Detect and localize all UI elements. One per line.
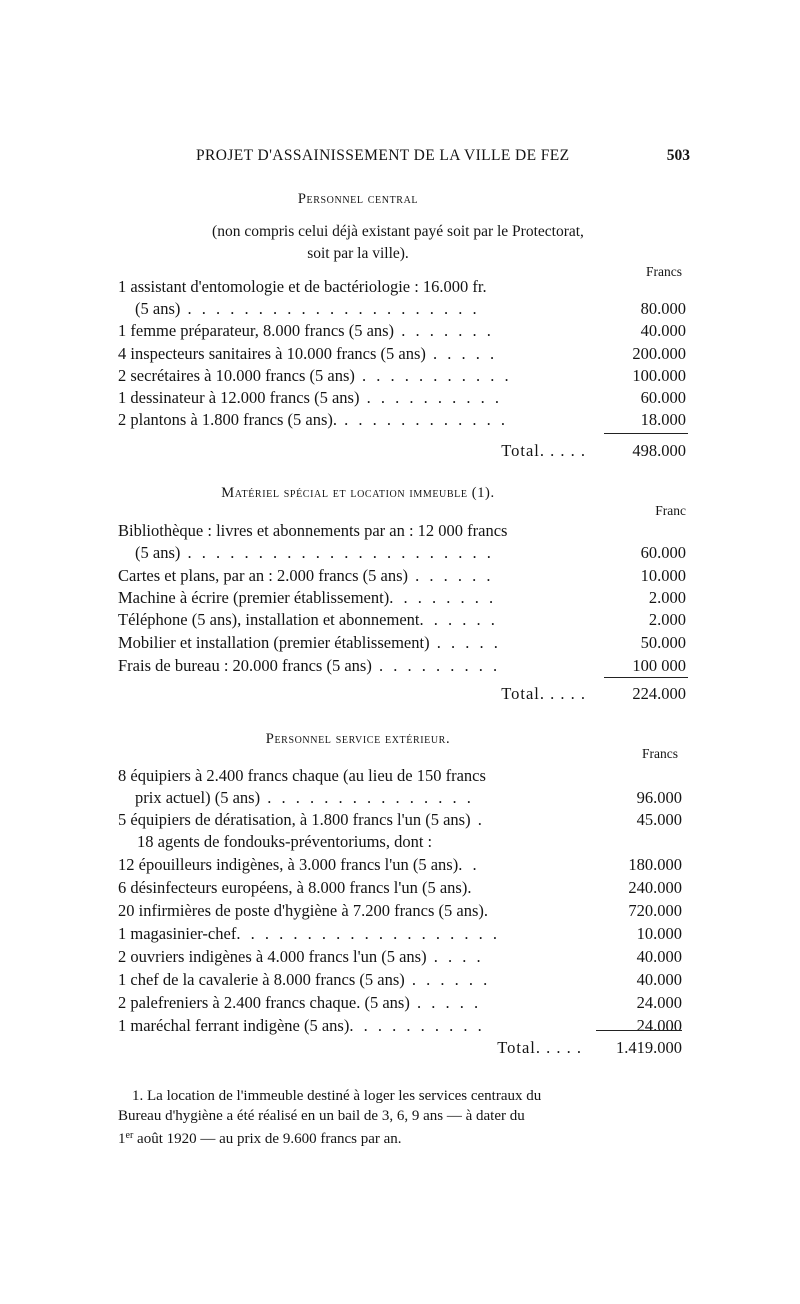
table-row [118, 787, 682, 809]
central-total-label: Total. . . . . [501, 441, 586, 460]
row-amount: 96.000 [636, 788, 682, 807]
row-amount: 24.000 [636, 993, 682, 1012]
central-note-line1: (non compris celui déjà existant payé soit par le Protectorat, [212, 223, 584, 240]
row-label [118, 632, 501, 654]
row-label [118, 946, 484, 968]
section-title-central: Personnel central [297, 191, 419, 207]
row-label-text: Cartes et plans, par an : 2.000 francs (5 ans) [118, 566, 409, 585]
row-amount: 100.000 [632, 366, 686, 385]
exterieur-total-label: Total. . . . . [497, 1038, 582, 1057]
table-row [118, 320, 686, 342]
row-amount: 80.000 [640, 299, 686, 318]
row-label [118, 409, 508, 431]
central-total-row [118, 440, 686, 462]
table-row [118, 542, 686, 564]
row-amount: 200.000 [632, 344, 686, 363]
table-row [118, 877, 682, 899]
exterieur-total-row [118, 1037, 682, 1059]
row-label [118, 320, 494, 342]
exterieur-total-rule [596, 1030, 682, 1031]
materiel-units-label: Franc [655, 503, 686, 518]
leader-dots: . . . . . . [408, 566, 494, 585]
row-label-text: (5 ans) [135, 543, 181, 562]
row-label: 1 assistant d'entomologie et de bactériologie : 16.000 fr. [118, 277, 487, 296]
row-label-text: 1 chef de la cavalerie à 8.000 francs (5 ans) [118, 970, 405, 989]
footnote-line-2: Bureau d'hygiène a été réalisé en un bail de 3, 6, 9 ans — à dater du [118, 1108, 525, 1124]
row-label [118, 587, 496, 609]
running-head [118, 147, 690, 169]
row-amount: 2.000 [648, 610, 686, 629]
row-amount: 10.000 [640, 566, 686, 585]
table-row [118, 565, 686, 587]
row-label [118, 923, 500, 945]
leader-dots: . . . . . . . . . . . [354, 366, 512, 385]
row-label-text: Téléphone (5 ans), installation et abonnement [118, 610, 420, 629]
leader-dots: . . . . . . . . . . [349, 1016, 485, 1035]
leader-dots: . . . . . . [419, 610, 498, 629]
row-amount: 720.000 [628, 901, 682, 920]
row-amount: 24.000 [636, 1016, 682, 1035]
table-row [118, 632, 686, 654]
row-label [118, 809, 485, 831]
row-label-text: 12 épouilleurs indigènes, à 3.000 francs l'un (5 ans) [118, 855, 459, 874]
central-note-line2: soit par la ville). [307, 245, 409, 262]
row-amount: 240.000 [628, 878, 682, 897]
exterieur-units-label: Francs [642, 746, 678, 761]
materiel-total-label: Total. . . . . [501, 684, 586, 703]
leader-dots: . [470, 810, 485, 829]
table-row [118, 992, 682, 1014]
row-label-text: 2 plantons à 1.800 francs (5 ans). [118, 410, 338, 429]
footnote [118, 1086, 684, 1149]
row-amount: 18.000 [640, 410, 686, 429]
section-title-materiel: Matériel spécial et location immeuble (1). [221, 485, 495, 501]
leader-dots: . . . . . . . . [389, 588, 497, 607]
row-amount: 40.000 [636, 947, 682, 966]
table-row [118, 900, 682, 922]
row-label-text: prix actuel) (5 ans) [135, 788, 261, 807]
row-label [118, 565, 494, 587]
materiel-total-rule [604, 677, 688, 678]
leader-dots: . . . . . . . . . . . . . . . . . . . . . . [180, 543, 494, 562]
table-row [118, 609, 686, 631]
row-amount: 60.000 [640, 543, 686, 562]
central-units-label: Francs [646, 264, 682, 279]
row-label [118, 365, 512, 387]
row-label [118, 969, 490, 991]
row-label-text: Mobilier et installation (premier établissement) [118, 633, 430, 652]
row-label-text: 20 infirmières de poste d'hygiène à 7.200 francs (5 ans). [118, 901, 488, 920]
row-label [118, 655, 500, 677]
row-amount: 40.000 [636, 970, 682, 989]
row-amount: 100 000 [632, 656, 686, 675]
leader-dots: . . . . . . . . . . [359, 388, 502, 407]
leader-dots: . . . . . . . [394, 321, 494, 340]
row-label [118, 1015, 485, 1037]
leader-dots: . . . . . . . . . . . . . . . [260, 788, 474, 807]
row-amount: 60.000 [640, 388, 686, 407]
leader-dots: . . . . . . . . . . . . . . . . . . . [236, 924, 500, 943]
row-label-text: 1 magasinier-chef [118, 924, 237, 943]
central-total-rule [604, 433, 688, 434]
footnote-day: 1 [118, 1131, 126, 1147]
row-label [118, 877, 471, 899]
table-row [118, 854, 682, 876]
row-label [118, 992, 481, 1014]
leader-dots: . . . . . [409, 993, 482, 1012]
footnote-rest: août 1920 — au prix de 9.600 francs par an. [133, 1131, 402, 1147]
table-row [118, 809, 682, 831]
row-label-continued [135, 298, 480, 320]
row-amount: 45.000 [636, 810, 682, 829]
table-row [118, 409, 686, 431]
row-label [118, 900, 488, 922]
row-label-text: Machine à écrire (premier établissement) [118, 588, 390, 607]
leader-dots: . . . . . . [404, 970, 491, 989]
footnote-ordinal: er [125, 1130, 134, 1141]
leader-dots: . . . . . [429, 633, 501, 652]
row-label-text: 4 inspecteurs sanitaires à 10.000 francs (5 ans) [118, 344, 426, 363]
row-label-text: 2 ouvriers indigènes à 4.000 francs l'un (5 ans) [118, 947, 427, 966]
leader-dots: . . . . . . . . . . . . . . . . . . . . . [180, 299, 480, 318]
row-label-text: Frais de bureau : 20.000 francs (5 ans) [118, 656, 372, 675]
row-amount: 50.000 [640, 633, 686, 652]
footnote-line-1: 1. La location de l'immeuble destiné à loger les services centraux du [132, 1088, 542, 1104]
row-amount: 2.000 [648, 588, 686, 607]
table-row [118, 343, 686, 365]
table-row [118, 1015, 682, 1037]
table-row [118, 655, 686, 677]
row-label-text: 6 désinfecteurs européens, à 8.000 francs l'un (5 ans). [118, 878, 472, 897]
running-head-title: PROJET D'ASSAINISSEMENT DE LA VILLE DE FEZ [196, 147, 570, 164]
table-row-line [118, 276, 686, 298]
row-amount: 40.000 [640, 321, 686, 340]
central-total-amount: 498.000 [632, 441, 686, 460]
row-label [118, 343, 497, 365]
leader-dots: . . . . . . . . . [371, 656, 501, 675]
row-amount: 10.000 [636, 924, 682, 943]
table-row [118, 365, 686, 387]
row-label [137, 831, 432, 853]
materiel-total-row [118, 683, 686, 705]
table-row [118, 831, 682, 853]
table-row [118, 923, 682, 945]
row-label-text: 2 secrétaires à 10.000 francs (5 ans) [118, 366, 355, 385]
exterieur-total-amount: 1.419.000 [616, 1038, 682, 1057]
table-row-line [118, 520, 686, 542]
section-title-exterieur: Personnel service extérieur. [265, 731, 451, 747]
row-amount: 180.000 [628, 855, 682, 874]
table-row-line [118, 765, 682, 787]
row-label-text: 1 maréchal ferrant indigène (5 ans) [118, 1016, 350, 1035]
table-row [118, 587, 686, 609]
row-label-text: 1 femme préparateur, 8.000 francs (5 ans) [118, 321, 395, 340]
row-label [118, 854, 480, 876]
row-label: 8 équipiers à 2.400 francs chaque (au lieu de 150 francs [118, 766, 486, 785]
row-label-continued [135, 787, 474, 809]
row-label-text: 18 agents de fondouks-préventoriums, dont : [137, 832, 433, 851]
row-label [118, 387, 502, 409]
footnote-line-3 [118, 1126, 684, 1149]
leader-dots: . . [458, 855, 480, 874]
row-label [118, 609, 498, 631]
table-row [118, 946, 682, 968]
page-number: 503 [666, 147, 690, 164]
leader-dots: . . . . [426, 947, 484, 966]
row-label-text: 2 palefreniers à 2.400 francs chaque. (5 ans) [118, 993, 410, 1012]
table-row [118, 387, 686, 409]
leader-dots: . . . . . [425, 344, 498, 363]
row-label-continued [135, 542, 494, 564]
row-label: Bibliothèque : livres et abonnements par an : 12 000 francs [118, 521, 508, 540]
table-row [118, 298, 686, 320]
materiel-total-amount: 224.000 [632, 684, 686, 703]
table-row [118, 969, 682, 991]
row-label-text: 5 équipiers de dératisation, à 1.800 francs l'un (5 ans) [118, 810, 471, 829]
row-label-text: (5 ans) [135, 299, 181, 318]
leader-dots: . . . . . . . . . . . . [337, 410, 509, 429]
row-label-text: 1 dessinateur à 12.000 francs (5 ans) [118, 388, 360, 407]
